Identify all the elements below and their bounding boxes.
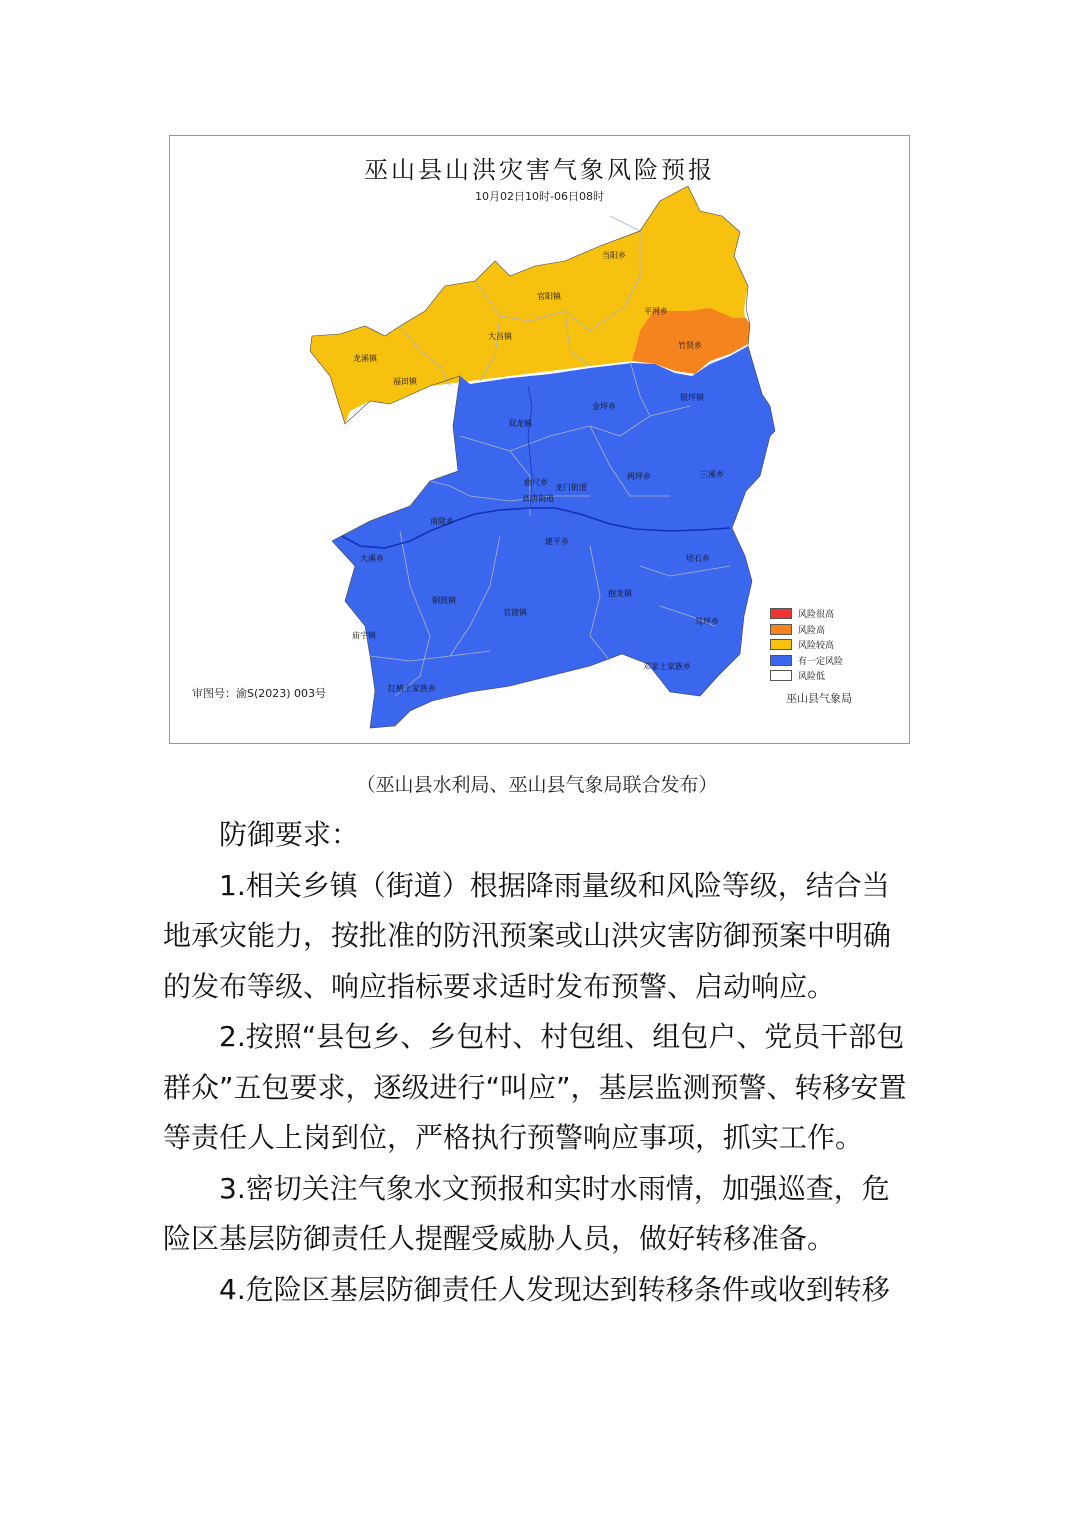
town-label: 三溪乡: [700, 470, 724, 479]
legend-item: [770, 668, 843, 684]
paragraph: 2.按照“县包乡、乡包村、村包组、组包户、党员干部包群众”五包要求，逐级进行“叫应”，基层监测预警、转移安置等责任人上岗到位，严格执行预警响应事项，抓实工作。: [163, 1020, 907, 1154]
town-label: 竹贤乡: [678, 341, 702, 350]
town-label: 铜鼓镇: [432, 596, 456, 605]
town-label: 大溪乡: [360, 554, 384, 563]
town-label: 笃坪乡: [695, 617, 719, 626]
legend-label: 风险较高: [798, 641, 835, 652]
legend-label: 风险很高: [798, 610, 835, 621]
legend-item: [770, 653, 843, 669]
town-label: 龙溪镇: [353, 354, 377, 363]
map-subtitle: 10月02日10时-06日08时: [475, 190, 604, 203]
town-label: 高唐街道: [522, 494, 554, 503]
town-label: 建平乡: [545, 537, 569, 546]
map-title: 巫山县山洪灾害气象风险预报: [364, 156, 715, 184]
map-issuer: 巫山县气象局: [786, 692, 852, 705]
paragraph: 1.相关乡镇（街道）根据降雨量级和风险等级，结合当地承灾能力，按批准的防汛预案或山洪灾害防御预案中明确的发布等级、响应指标要求适时发布预警、启动响应。: [163, 868, 892, 1003]
town-label: 官阳镇: [537, 292, 561, 301]
town-label: 大昌镇: [488, 332, 512, 341]
paragraph: 4.危险区基层防御责任人发现达到转移条件或收到转移: [219, 1272, 890, 1306]
town-label: 当阳乡: [602, 251, 626, 260]
legend-label: 风险低: [798, 672, 826, 683]
town-label: 平河乡: [644, 307, 668, 316]
section-heading: 防御要求：: [219, 818, 360, 851]
town-label: 培石乡: [686, 554, 710, 563]
town-label: 曲尺乡: [524, 478, 548, 487]
legend-swatch: [770, 655, 792, 666]
town-label: 邓家土家族乡: [643, 662, 691, 671]
legend-item: [770, 637, 843, 653]
legend-label: 有一定风险: [798, 656, 844, 667]
town-label: 抱龙镇: [608, 589, 632, 598]
town-label: 官渡镇: [503, 608, 527, 617]
map-legend: [770, 606, 843, 684]
legend-swatch: [770, 608, 792, 619]
town-label: 双龙镇: [508, 419, 532, 428]
town-label: 福田镇: [393, 377, 417, 386]
approval-number: 审图号：渝S(2023) 003号: [192, 687, 327, 700]
town-label: 两坪乡: [627, 472, 651, 481]
legend-item: [770, 606, 843, 622]
legend-label: 风险高: [798, 625, 826, 636]
document-body: [163, 810, 913, 1315]
legend-swatch: [770, 670, 792, 681]
paragraph: 3.密切关注气象水文预报和实时水雨情，加强巡查，危险区基层防御责任人提醒受威胁人员，做好转移准备。: [163, 1171, 890, 1255]
town-label: 金坪乡: [592, 402, 616, 411]
legend-item: [770, 622, 843, 638]
town-label: 龙门街道: [555, 483, 587, 492]
town-label: 红椿土家族乡: [388, 684, 436, 693]
legend-swatch: [770, 624, 792, 635]
legend-swatch: [770, 639, 792, 650]
town-label: 南陵乡: [430, 517, 454, 526]
map-caption: （巫山县水利局、巫山县气象局联合发布）: [356, 774, 718, 796]
town-label: 银坪镇: [680, 393, 704, 402]
town-label: 庙宇镇: [352, 631, 376, 640]
risk-map: [169, 135, 910, 744]
